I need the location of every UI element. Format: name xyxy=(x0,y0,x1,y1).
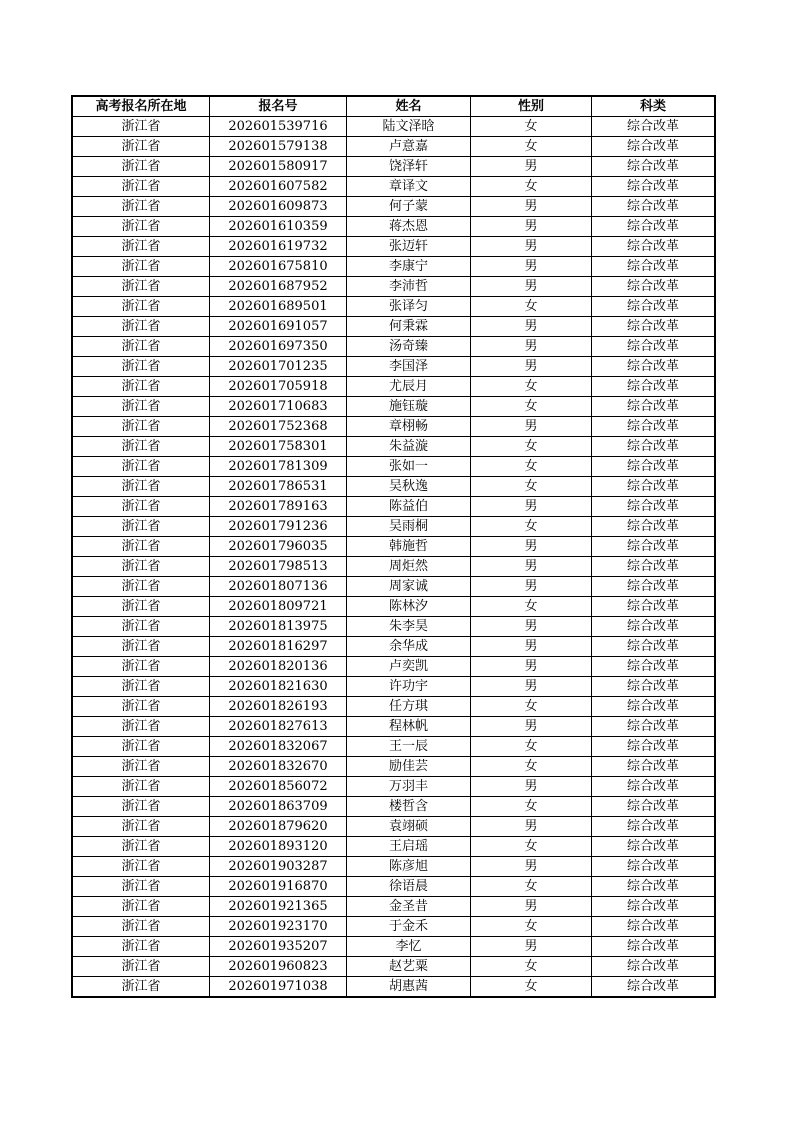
table-row xyxy=(73,677,715,697)
cell-registration-number: 202601893120 xyxy=(210,837,347,857)
cell-region: 浙江省 xyxy=(73,317,210,337)
table-row xyxy=(73,337,715,357)
cell-subject-category: 综合改革 xyxy=(592,757,715,777)
table-row xyxy=(73,497,715,517)
cell-registration-number: 202601820136 xyxy=(210,657,347,677)
cell-region: 浙江省 xyxy=(73,157,210,177)
table-row xyxy=(73,297,715,317)
cell-region: 浙江省 xyxy=(73,637,210,657)
cell-gender: 女 xyxy=(471,177,592,197)
cell-region: 浙江省 xyxy=(73,657,210,677)
cell-region: 浙江省 xyxy=(73,777,210,797)
cell-registration-number: 202601827613 xyxy=(210,717,347,737)
cell-subject-category: 综合改革 xyxy=(592,777,715,797)
table-body xyxy=(73,117,715,997)
cell-registration-number: 202601687952 xyxy=(210,277,347,297)
table-row xyxy=(73,757,715,777)
cell-gender: 女 xyxy=(471,837,592,857)
cell-name: 胡惠茜 xyxy=(347,977,471,997)
cell-region: 浙江省 xyxy=(73,177,210,197)
cell-subject-category: 综合改革 xyxy=(592,417,715,437)
cell-region: 浙江省 xyxy=(73,877,210,897)
roster-table xyxy=(72,96,715,997)
cell-subject-category: 综合改革 xyxy=(592,837,715,857)
cell-registration-number: 202601580917 xyxy=(210,157,347,177)
cell-registration-number: 202601935207 xyxy=(210,937,347,957)
cell-subject-category: 综合改革 xyxy=(592,317,715,337)
cell-name: 尤辰月 xyxy=(347,377,471,397)
cell-name: 何秉霖 xyxy=(347,317,471,337)
cell-region: 浙江省 xyxy=(73,697,210,717)
table-row xyxy=(73,817,715,837)
cell-region: 浙江省 xyxy=(73,377,210,397)
cell-registration-number: 202601798513 xyxy=(210,557,347,577)
cell-region: 浙江省 xyxy=(73,477,210,497)
cell-subject-category: 综合改革 xyxy=(592,917,715,937)
cell-name: 程林帆 xyxy=(347,717,471,737)
table-row xyxy=(73,137,715,157)
table-row xyxy=(73,657,715,677)
cell-gender: 女 xyxy=(471,457,592,477)
cell-gender: 女 xyxy=(471,517,592,537)
cell-region: 浙江省 xyxy=(73,217,210,237)
cell-registration-number: 202601609873 xyxy=(210,197,347,217)
cell-gender: 女 xyxy=(471,397,592,417)
cell-registration-number: 202601809721 xyxy=(210,597,347,617)
cell-subject-category: 综合改革 xyxy=(592,257,715,277)
cell-gender: 女 xyxy=(471,797,592,817)
cell-subject-category: 综合改革 xyxy=(592,497,715,517)
cell-name: 施钰璇 xyxy=(347,397,471,417)
cell-registration-number: 202601539716 xyxy=(210,117,347,137)
cell-gender: 男 xyxy=(471,317,592,337)
column-header-region: 高考报名所在地 xyxy=(73,97,210,117)
cell-region: 浙江省 xyxy=(73,917,210,937)
cell-region: 浙江省 xyxy=(73,277,210,297)
cell-name: 卢奕凯 xyxy=(347,657,471,677)
cell-region: 浙江省 xyxy=(73,757,210,777)
cell-subject-category: 综合改革 xyxy=(592,437,715,457)
cell-name: 于金禾 xyxy=(347,917,471,937)
admission-roster xyxy=(72,96,715,997)
cell-region: 浙江省 xyxy=(73,837,210,857)
table-row xyxy=(73,977,715,997)
cell-gender: 女 xyxy=(471,477,592,497)
table-row xyxy=(73,277,715,297)
cell-gender: 男 xyxy=(471,357,592,377)
cell-name: 周炬然 xyxy=(347,557,471,577)
cell-gender: 男 xyxy=(471,777,592,797)
cell-registration-number: 202601752368 xyxy=(210,417,347,437)
cell-gender: 男 xyxy=(471,897,592,917)
cell-registration-number: 202601807136 xyxy=(210,577,347,597)
cell-name: 赵艺粟 xyxy=(347,957,471,977)
cell-region: 浙江省 xyxy=(73,857,210,877)
cell-registration-number: 202601675810 xyxy=(210,257,347,277)
cell-region: 浙江省 xyxy=(73,557,210,577)
cell-gender: 女 xyxy=(471,757,592,777)
cell-region: 浙江省 xyxy=(73,497,210,517)
cell-subject-category: 综合改革 xyxy=(592,477,715,497)
cell-registration-number: 202601691057 xyxy=(210,317,347,337)
cell-subject-category: 综合改革 xyxy=(592,797,715,817)
cell-gender: 男 xyxy=(471,857,592,877)
cell-subject-category: 综合改革 xyxy=(592,537,715,557)
table-row xyxy=(73,437,715,457)
cell-gender: 男 xyxy=(471,617,592,637)
cell-name: 李忆 xyxy=(347,937,471,957)
cell-registration-number: 202601921365 xyxy=(210,897,347,917)
cell-registration-number: 202601781309 xyxy=(210,457,347,477)
cell-region: 浙江省 xyxy=(73,237,210,257)
cell-region: 浙江省 xyxy=(73,397,210,417)
cell-subject-category: 综合改革 xyxy=(592,237,715,257)
cell-gender: 男 xyxy=(471,417,592,437)
cell-name: 金圣昔 xyxy=(347,897,471,917)
cell-gender: 男 xyxy=(471,637,592,657)
cell-subject-category: 综合改革 xyxy=(592,397,715,417)
cell-name: 章译文 xyxy=(347,177,471,197)
cell-registration-number: 202601903287 xyxy=(210,857,347,877)
cell-region: 浙江省 xyxy=(73,517,210,537)
cell-registration-number: 202601607582 xyxy=(210,177,347,197)
cell-gender: 女 xyxy=(471,737,592,757)
cell-name: 卢意嘉 xyxy=(347,137,471,157)
cell-name: 吴秋逸 xyxy=(347,477,471,497)
cell-subject-category: 综合改革 xyxy=(592,157,715,177)
table-row xyxy=(73,597,715,617)
table-row xyxy=(73,737,715,757)
cell-gender: 男 xyxy=(471,157,592,177)
cell-region: 浙江省 xyxy=(73,897,210,917)
cell-registration-number: 202601971038 xyxy=(210,977,347,997)
cell-name: 陈彦旭 xyxy=(347,857,471,877)
table-row xyxy=(73,537,715,557)
table-row xyxy=(73,417,715,437)
cell-gender: 男 xyxy=(471,277,592,297)
cell-name: 陈益伯 xyxy=(347,497,471,517)
cell-name: 张如一 xyxy=(347,457,471,477)
cell-region: 浙江省 xyxy=(73,337,210,357)
cell-gender: 男 xyxy=(471,337,592,357)
cell-name: 朱益漩 xyxy=(347,437,471,457)
cell-region: 浙江省 xyxy=(73,977,210,997)
cell-name: 袁翊硕 xyxy=(347,817,471,837)
cell-name: 王一辰 xyxy=(347,737,471,757)
cell-registration-number: 202601789163 xyxy=(210,497,347,517)
cell-subject-category: 综合改革 xyxy=(592,277,715,297)
cell-registration-number: 202601619732 xyxy=(210,237,347,257)
cell-region: 浙江省 xyxy=(73,117,210,137)
cell-name: 何子蒙 xyxy=(347,197,471,217)
cell-subject-category: 综合改革 xyxy=(592,637,715,657)
cell-subject-category: 综合改革 xyxy=(592,897,715,917)
cell-gender: 女 xyxy=(471,877,592,897)
table-row xyxy=(73,917,715,937)
cell-name: 吴雨桐 xyxy=(347,517,471,537)
cell-subject-category: 综合改革 xyxy=(592,597,715,617)
cell-gender: 女 xyxy=(471,597,592,617)
cell-subject-category: 综合改革 xyxy=(592,957,715,977)
cell-name: 李康宁 xyxy=(347,257,471,277)
cell-gender: 男 xyxy=(471,537,592,557)
cell-subject-category: 综合改革 xyxy=(592,337,715,357)
cell-registration-number: 202601786531 xyxy=(210,477,347,497)
cell-gender: 女 xyxy=(471,377,592,397)
cell-subject-category: 综合改革 xyxy=(592,377,715,397)
cell-name: 楼哲含 xyxy=(347,797,471,817)
cell-registration-number: 202601923170 xyxy=(210,917,347,937)
cell-region: 浙江省 xyxy=(73,937,210,957)
cell-subject-category: 综合改革 xyxy=(592,117,715,137)
cell-name: 王启瑶 xyxy=(347,837,471,857)
cell-region: 浙江省 xyxy=(73,957,210,977)
table-row xyxy=(73,197,715,217)
cell-subject-category: 综合改革 xyxy=(592,197,715,217)
cell-gender: 女 xyxy=(471,297,592,317)
cell-name: 周家诚 xyxy=(347,577,471,597)
table-row xyxy=(73,577,715,597)
column-header-registration-number: 报名号 xyxy=(210,97,347,117)
table-row xyxy=(73,357,715,377)
cell-subject-category: 综合改革 xyxy=(592,217,715,237)
cell-gender: 男 xyxy=(471,657,592,677)
table-row xyxy=(73,377,715,397)
cell-name: 李国泽 xyxy=(347,357,471,377)
cell-region: 浙江省 xyxy=(73,297,210,317)
cell-region: 浙江省 xyxy=(73,797,210,817)
table-row xyxy=(73,177,715,197)
cell-registration-number: 202601832067 xyxy=(210,737,347,757)
cell-name: 许功宇 xyxy=(347,677,471,697)
cell-subject-category: 综合改革 xyxy=(592,677,715,697)
table-row xyxy=(73,457,715,477)
cell-region: 浙江省 xyxy=(73,197,210,217)
cell-name: 韩施哲 xyxy=(347,537,471,557)
table-row xyxy=(73,877,715,897)
cell-registration-number: 202601579138 xyxy=(210,137,347,157)
cell-region: 浙江省 xyxy=(73,717,210,737)
cell-gender: 男 xyxy=(471,577,592,597)
cell-registration-number: 202601821630 xyxy=(210,677,347,697)
table-row xyxy=(73,697,715,717)
cell-subject-category: 综合改革 xyxy=(592,617,715,637)
cell-registration-number: 202601813975 xyxy=(210,617,347,637)
cell-subject-category: 综合改革 xyxy=(592,817,715,837)
table-row xyxy=(73,397,715,417)
table-row xyxy=(73,237,715,257)
cell-registration-number: 202601689501 xyxy=(210,297,347,317)
cell-region: 浙江省 xyxy=(73,457,210,477)
cell-gender: 男 xyxy=(471,677,592,697)
cell-name: 饶泽轩 xyxy=(347,157,471,177)
cell-region: 浙江省 xyxy=(73,437,210,457)
table-row xyxy=(73,557,715,577)
cell-gender: 男 xyxy=(471,237,592,257)
cell-region: 浙江省 xyxy=(73,257,210,277)
cell-gender: 女 xyxy=(471,697,592,717)
cell-registration-number: 202601916870 xyxy=(210,877,347,897)
cell-registration-number: 202601863709 xyxy=(210,797,347,817)
cell-gender: 女 xyxy=(471,957,592,977)
cell-subject-category: 综合改革 xyxy=(592,357,715,377)
cell-name: 朱李昊 xyxy=(347,617,471,637)
cell-gender: 女 xyxy=(471,437,592,457)
cell-gender: 女 xyxy=(471,117,592,137)
cell-subject-category: 综合改革 xyxy=(592,977,715,997)
cell-registration-number: 202601758301 xyxy=(210,437,347,457)
cell-registration-number: 202601610359 xyxy=(210,217,347,237)
cell-name: 张译匀 xyxy=(347,297,471,317)
cell-name: 章栩畅 xyxy=(347,417,471,437)
cell-subject-category: 综合改革 xyxy=(592,297,715,317)
cell-registration-number: 202601879620 xyxy=(210,817,347,837)
cell-registration-number: 202601816297 xyxy=(210,637,347,657)
cell-gender: 女 xyxy=(471,917,592,937)
cell-name: 李沛哲 xyxy=(347,277,471,297)
cell-name: 徐语晨 xyxy=(347,877,471,897)
cell-subject-category: 综合改革 xyxy=(592,737,715,757)
cell-gender: 男 xyxy=(471,217,592,237)
cell-registration-number: 202601826193 xyxy=(210,697,347,717)
cell-gender: 男 xyxy=(471,937,592,957)
table-row xyxy=(73,257,715,277)
table-row xyxy=(73,837,715,857)
cell-name: 陈林汐 xyxy=(347,597,471,617)
cell-registration-number: 202601705918 xyxy=(210,377,347,397)
cell-subject-category: 综合改革 xyxy=(592,657,715,677)
cell-name: 万羽丰 xyxy=(347,777,471,797)
table-row xyxy=(73,117,715,137)
cell-gender: 女 xyxy=(471,137,592,157)
cell-registration-number: 202601832670 xyxy=(210,757,347,777)
table-row xyxy=(73,777,715,797)
table-row xyxy=(73,517,715,537)
table-row xyxy=(73,717,715,737)
cell-name: 蒋杰恩 xyxy=(347,217,471,237)
table-row xyxy=(73,157,715,177)
cell-gender: 男 xyxy=(471,497,592,517)
cell-name: 余华成 xyxy=(347,637,471,657)
cell-registration-number: 202601701235 xyxy=(210,357,347,377)
cell-subject-category: 综合改革 xyxy=(592,557,715,577)
cell-name: 汤奇臻 xyxy=(347,337,471,357)
cell-subject-category: 综合改革 xyxy=(592,177,715,197)
cell-region: 浙江省 xyxy=(73,617,210,637)
column-header-gender: 性别 xyxy=(471,97,592,117)
cell-region: 浙江省 xyxy=(73,677,210,697)
cell-region: 浙江省 xyxy=(73,357,210,377)
table-row xyxy=(73,937,715,957)
cell-registration-number: 202601710683 xyxy=(210,397,347,417)
cell-name: 任方琪 xyxy=(347,697,471,717)
cell-name: 陆文泽晗 xyxy=(347,117,471,137)
table-row xyxy=(73,797,715,817)
cell-registration-number: 202601791236 xyxy=(210,517,347,537)
cell-subject-category: 综合改革 xyxy=(592,517,715,537)
table-header xyxy=(73,97,715,117)
column-header-subject-category: 科类 xyxy=(592,97,715,117)
cell-gender: 男 xyxy=(471,817,592,837)
table-row xyxy=(73,217,715,237)
cell-gender: 男 xyxy=(471,717,592,737)
cell-subject-category: 综合改革 xyxy=(592,717,715,737)
cell-subject-category: 综合改革 xyxy=(592,857,715,877)
cell-subject-category: 综合改革 xyxy=(592,137,715,157)
cell-subject-category: 综合改革 xyxy=(592,937,715,957)
cell-gender: 男 xyxy=(471,197,592,217)
cell-subject-category: 综合改革 xyxy=(592,577,715,597)
cell-name: 励佳芸 xyxy=(347,757,471,777)
table-row xyxy=(73,617,715,637)
cell-region: 浙江省 xyxy=(73,417,210,437)
table-row xyxy=(73,957,715,977)
cell-subject-category: 综合改革 xyxy=(592,877,715,897)
cell-gender: 女 xyxy=(471,977,592,997)
table-row xyxy=(73,857,715,877)
table-row xyxy=(73,477,715,497)
cell-region: 浙江省 xyxy=(73,817,210,837)
cell-registration-number: 202601697350 xyxy=(210,337,347,357)
table-row xyxy=(73,637,715,657)
cell-registration-number: 202601856072 xyxy=(210,777,347,797)
cell-region: 浙江省 xyxy=(73,137,210,157)
header-row xyxy=(73,97,715,117)
table-row xyxy=(73,897,715,917)
cell-name: 张迈轩 xyxy=(347,237,471,257)
cell-registration-number: 202601960823 xyxy=(210,957,347,977)
cell-region: 浙江省 xyxy=(73,537,210,557)
cell-subject-category: 综合改革 xyxy=(592,457,715,477)
cell-gender: 男 xyxy=(471,557,592,577)
column-header-name: 姓名 xyxy=(347,97,471,117)
cell-region: 浙江省 xyxy=(73,737,210,757)
table-row xyxy=(73,317,715,337)
cell-region: 浙江省 xyxy=(73,597,210,617)
cell-registration-number: 202601796035 xyxy=(210,537,347,557)
cell-subject-category: 综合改革 xyxy=(592,697,715,717)
cell-gender: 男 xyxy=(471,257,592,277)
cell-region: 浙江省 xyxy=(73,577,210,597)
